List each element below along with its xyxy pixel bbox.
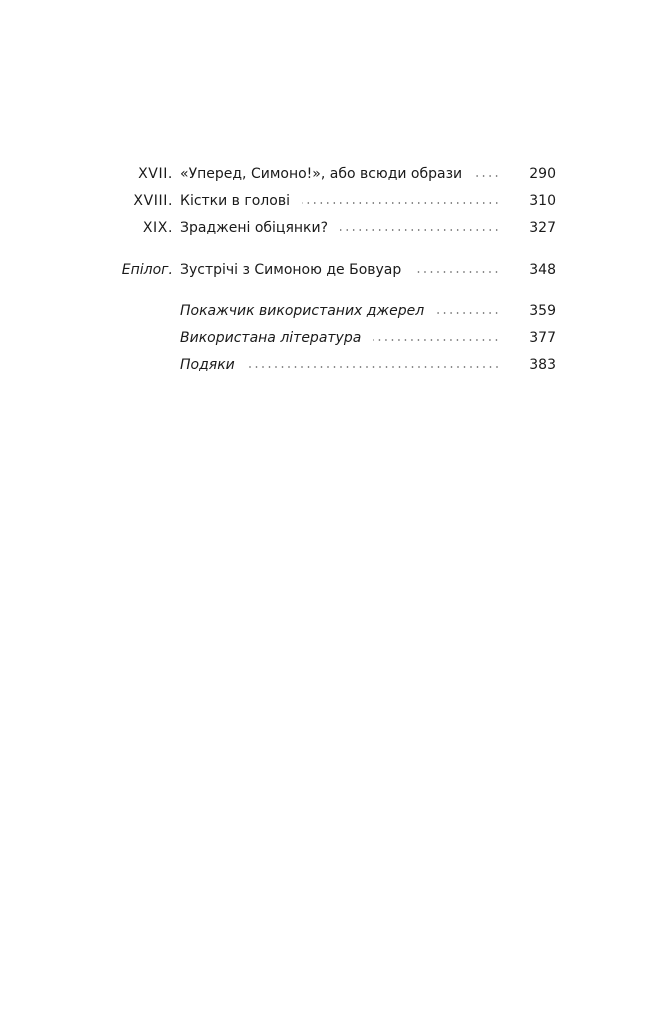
entry-title-wrap [180,163,500,185]
appendix-title: Подяки [180,357,235,373]
toc-entry-bibliography [0,327,665,349]
entry-title-wrap [180,327,500,349]
dot-leader [373,339,500,341]
dot-leader [247,366,500,368]
chapter-number: XIX. [142,220,173,236]
chapter-title: «Уперед, Симоно!», або всюди образи [180,166,463,182]
toc-entry-acknowledgements [0,354,665,376]
dot-leader [413,271,500,273]
page-number: 348 [529,262,556,278]
entry-title-wrap [180,300,500,322]
toc-entry-chapter-17 [0,163,665,185]
chapter-number: XVII. [138,166,173,182]
toc-entry-chapter-19 [0,217,665,239]
toc-entry-epilogue [0,259,665,281]
appendix-title: Покажчик використаних джерел [180,303,425,319]
entry-title-wrap [180,190,500,212]
dot-leader [436,312,500,314]
page-number: 359 [529,303,556,319]
dot-leader [302,202,500,204]
entry-title-wrap [180,259,500,281]
dot-leader [474,175,500,177]
page-number: 383 [529,357,556,373]
appendix-title: Використана література [180,330,362,346]
dot-leader [340,229,500,231]
page-number: 327 [529,220,556,236]
toc-entry-sources-index [0,300,665,322]
entry-title-wrap [180,217,500,239]
chapter-number: XVIII. [133,193,173,209]
chapter-title: Зраджені обіцянки? [180,220,329,236]
page-number: 290 [529,166,556,182]
epilogue-title: Зустрічі з Симоною де Бовуар [180,262,402,278]
chapter-title: Кістки в голові [180,193,290,209]
toc-entry-chapter-18 [0,190,665,212]
page-number: 377 [529,330,556,346]
entry-title-wrap [180,354,500,376]
page-number: 310 [529,193,556,209]
epilogue-label: Епілог. [121,262,173,278]
